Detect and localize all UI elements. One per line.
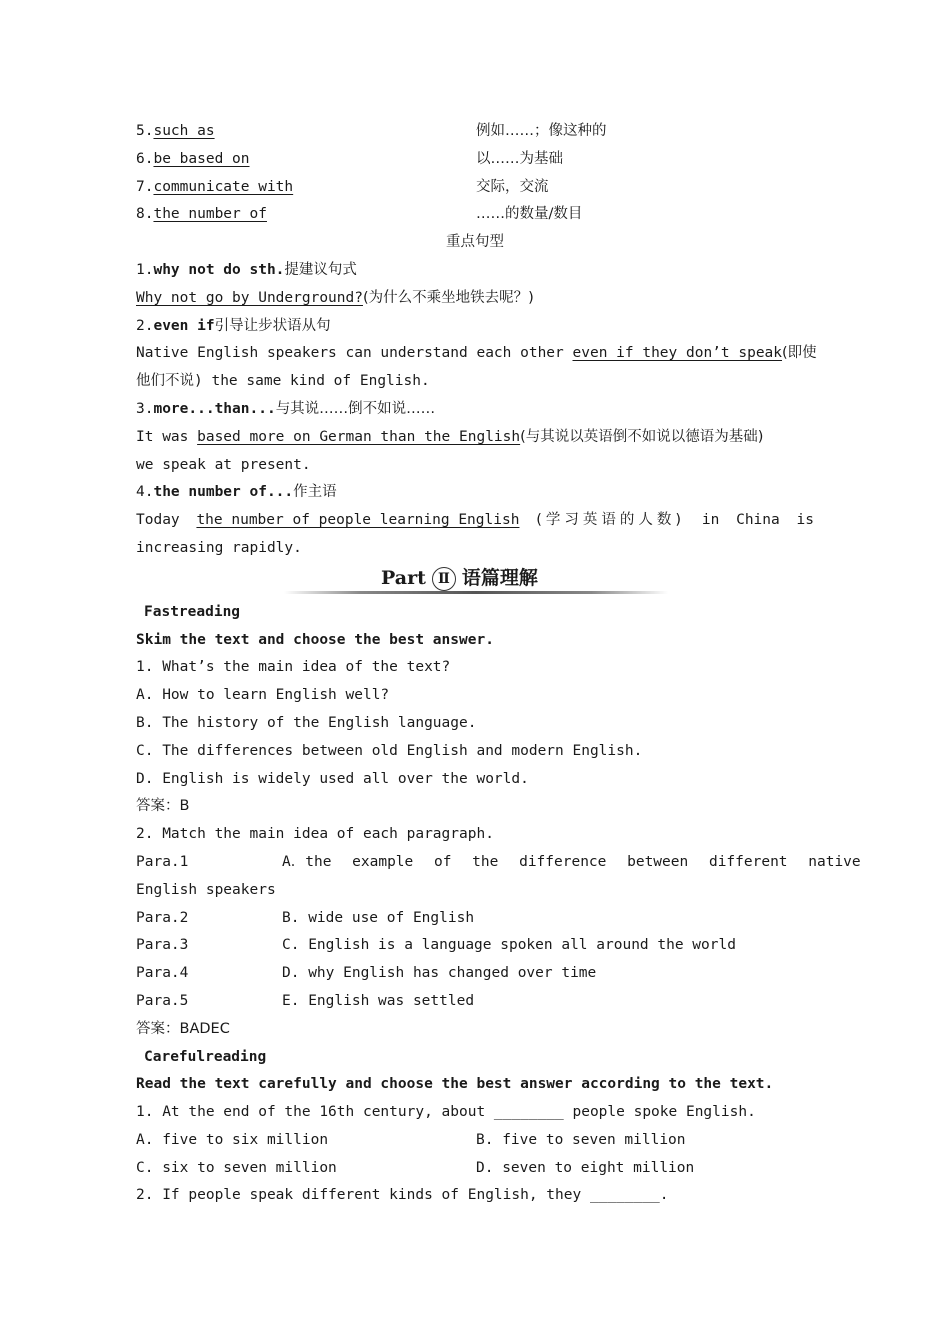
sentence-example-3-cont: we speak at present. bbox=[136, 456, 311, 473]
question: 1. At the end of the 16th century, about ________ people spoke English. bbox=[136, 1104, 756, 1121]
part-banner bbox=[136, 563, 814, 599]
part-title bbox=[381, 565, 538, 591]
phrase-english: be based on bbox=[153, 150, 250, 167]
sentence-pattern-1 bbox=[136, 257, 814, 285]
example-blank: even if they don’t speak bbox=[572, 345, 783, 362]
paragraph-label: Para.2 bbox=[136, 909, 189, 926]
example-word: is bbox=[796, 512, 814, 529]
sentence-example-4 bbox=[136, 507, 814, 535]
pattern-text: more...than... bbox=[153, 400, 276, 417]
sentence-example-1 bbox=[136, 285, 814, 313]
paragraph-label: Para.1 bbox=[136, 853, 189, 870]
option-row bbox=[136, 1155, 814, 1183]
answer-option: A. five to six million bbox=[136, 1131, 329, 1148]
example-blank: the number of people learning English bbox=[196, 512, 520, 529]
paragraph-idea: B. wide use of English bbox=[282, 909, 475, 926]
match-row bbox=[136, 905, 814, 933]
sentence-example-2 bbox=[136, 340, 817, 368]
pattern-number: 4. bbox=[136, 484, 154, 501]
fast-reading-heading: Fastreading bbox=[144, 603, 241, 620]
phrase-chinese: ……的数量/数目 bbox=[476, 206, 583, 223]
document-page bbox=[136, 118, 861, 1210]
match-row bbox=[136, 960, 814, 988]
pattern-text: the number of... bbox=[153, 484, 294, 501]
example-text: (为什么不乘坐地铁去呢？) bbox=[362, 289, 534, 306]
fast-reading-instruction: Skim the text and choose the best answer. bbox=[136, 631, 494, 648]
paragraph-idea: A．the example of the difference between different native bbox=[282, 853, 861, 870]
sentence-pattern-4 bbox=[136, 479, 814, 507]
phrase-row bbox=[136, 174, 814, 202]
part-heading: 语篇理解 bbox=[461, 566, 538, 589]
sentence-example-3 bbox=[136, 424, 814, 452]
sentence-example-4-cont: increasing rapidly. bbox=[136, 539, 302, 556]
example-word: Today bbox=[136, 512, 180, 529]
phrase-number: 6. bbox=[136, 150, 154, 167]
match-row bbox=[136, 988, 814, 1016]
option-row bbox=[136, 1127, 814, 1155]
phrase-english: the number of bbox=[153, 206, 267, 223]
part-label: Part bbox=[381, 566, 426, 589]
pattern-text: even if bbox=[153, 317, 215, 334]
pattern-description: 与其说……倒不如说…… bbox=[275, 400, 436, 417]
phrase-chinese: 以……为基础 bbox=[476, 150, 563, 167]
answer-option: A. How to learn English well? bbox=[136, 687, 390, 704]
part-divider bbox=[284, 591, 668, 594]
pattern-number: 1. bbox=[136, 261, 154, 278]
paragraph-label: Para.4 bbox=[136, 965, 189, 982]
pattern-description: 引导让步状语从句 bbox=[214, 317, 331, 334]
example-word: in bbox=[701, 512, 720, 529]
paragraph-idea: D. why English has changed over time bbox=[282, 965, 597, 982]
phrase-row bbox=[136, 201, 814, 229]
example-text: It was bbox=[136, 428, 198, 445]
question: 2. Match the main idea of each paragraph. bbox=[136, 826, 494, 843]
example-text: (即使 bbox=[782, 345, 817, 362]
match-row-cont: English speakers bbox=[136, 881, 276, 898]
phrase-number: 8. bbox=[136, 206, 154, 223]
example-translation: (学习英语的人数) bbox=[536, 512, 686, 529]
phrase-row bbox=[136, 146, 814, 174]
answer-option: D. seven to eight million bbox=[476, 1159, 695, 1176]
careful-reading-heading: Carefulreading bbox=[144, 1048, 267, 1065]
phrase-english: communicate with bbox=[153, 178, 294, 195]
pattern-text: why not do sth. bbox=[153, 261, 285, 278]
sentence-pattern-3 bbox=[136, 396, 814, 424]
phrase-number: 5. bbox=[136, 123, 154, 139]
phrase-english: such as bbox=[153, 123, 215, 139]
question: 2. If people speak different kinds of English, they ________. bbox=[136, 1187, 669, 1204]
example-blank: Why not go by Underground? bbox=[136, 289, 363, 306]
pattern-description: 作主语 bbox=[293, 484, 337, 501]
careful-reading-instruction: Read the text carefully and choose the best answer according to the text. bbox=[136, 1076, 774, 1093]
phrase-row bbox=[136, 118, 814, 146]
pattern-description: 提建议句式 bbox=[284, 261, 357, 278]
example-text: (与其说以英语倒不如说以德语为基础) bbox=[520, 428, 764, 445]
answer-key: 答案：BADEC bbox=[136, 1020, 230, 1037]
pattern-number: 3. bbox=[136, 400, 154, 417]
example-word: China bbox=[736, 512, 780, 529]
pattern-number: 2. bbox=[136, 317, 154, 334]
answer-option: C. The differences between old English and modern English. bbox=[136, 742, 643, 759]
section-heading-key-sentences: 重点句型 bbox=[446, 234, 504, 251]
paragraph-idea: C. English is a language spoken all around the world bbox=[282, 937, 736, 954]
sentence-example-2-cont: 他们不说) the same kind of English. bbox=[136, 373, 430, 390]
phrase-chinese: 例如……；像这种的 bbox=[476, 123, 607, 139]
part-roman-numeral-icon: Ⅱ bbox=[432, 567, 456, 591]
example-blank: based more on German than the English bbox=[197, 428, 521, 445]
question: 1. What’s the main idea of the text? bbox=[136, 659, 451, 676]
answer-option: B. The history of the English language. bbox=[136, 714, 477, 731]
paragraph-label: Para.5 bbox=[136, 992, 189, 1009]
example-text: Native English speakers can understand each other bbox=[136, 345, 573, 362]
answer-option: C. six to seven million bbox=[136, 1159, 337, 1176]
answer-key: 答案：B bbox=[136, 798, 190, 815]
phrase-number: 7. bbox=[136, 178, 154, 195]
match-row bbox=[136, 849, 861, 877]
sentence-pattern-2 bbox=[136, 313, 814, 341]
match-row bbox=[136, 932, 814, 960]
paragraph-idea: E. English was settled bbox=[282, 992, 475, 1009]
paragraph-label: Para.3 bbox=[136, 937, 189, 954]
phrase-chinese: 交际，交流 bbox=[476, 178, 549, 195]
answer-option: B. five to seven million bbox=[476, 1131, 686, 1148]
answer-option: D. English is widely used all over the world. bbox=[136, 770, 529, 787]
